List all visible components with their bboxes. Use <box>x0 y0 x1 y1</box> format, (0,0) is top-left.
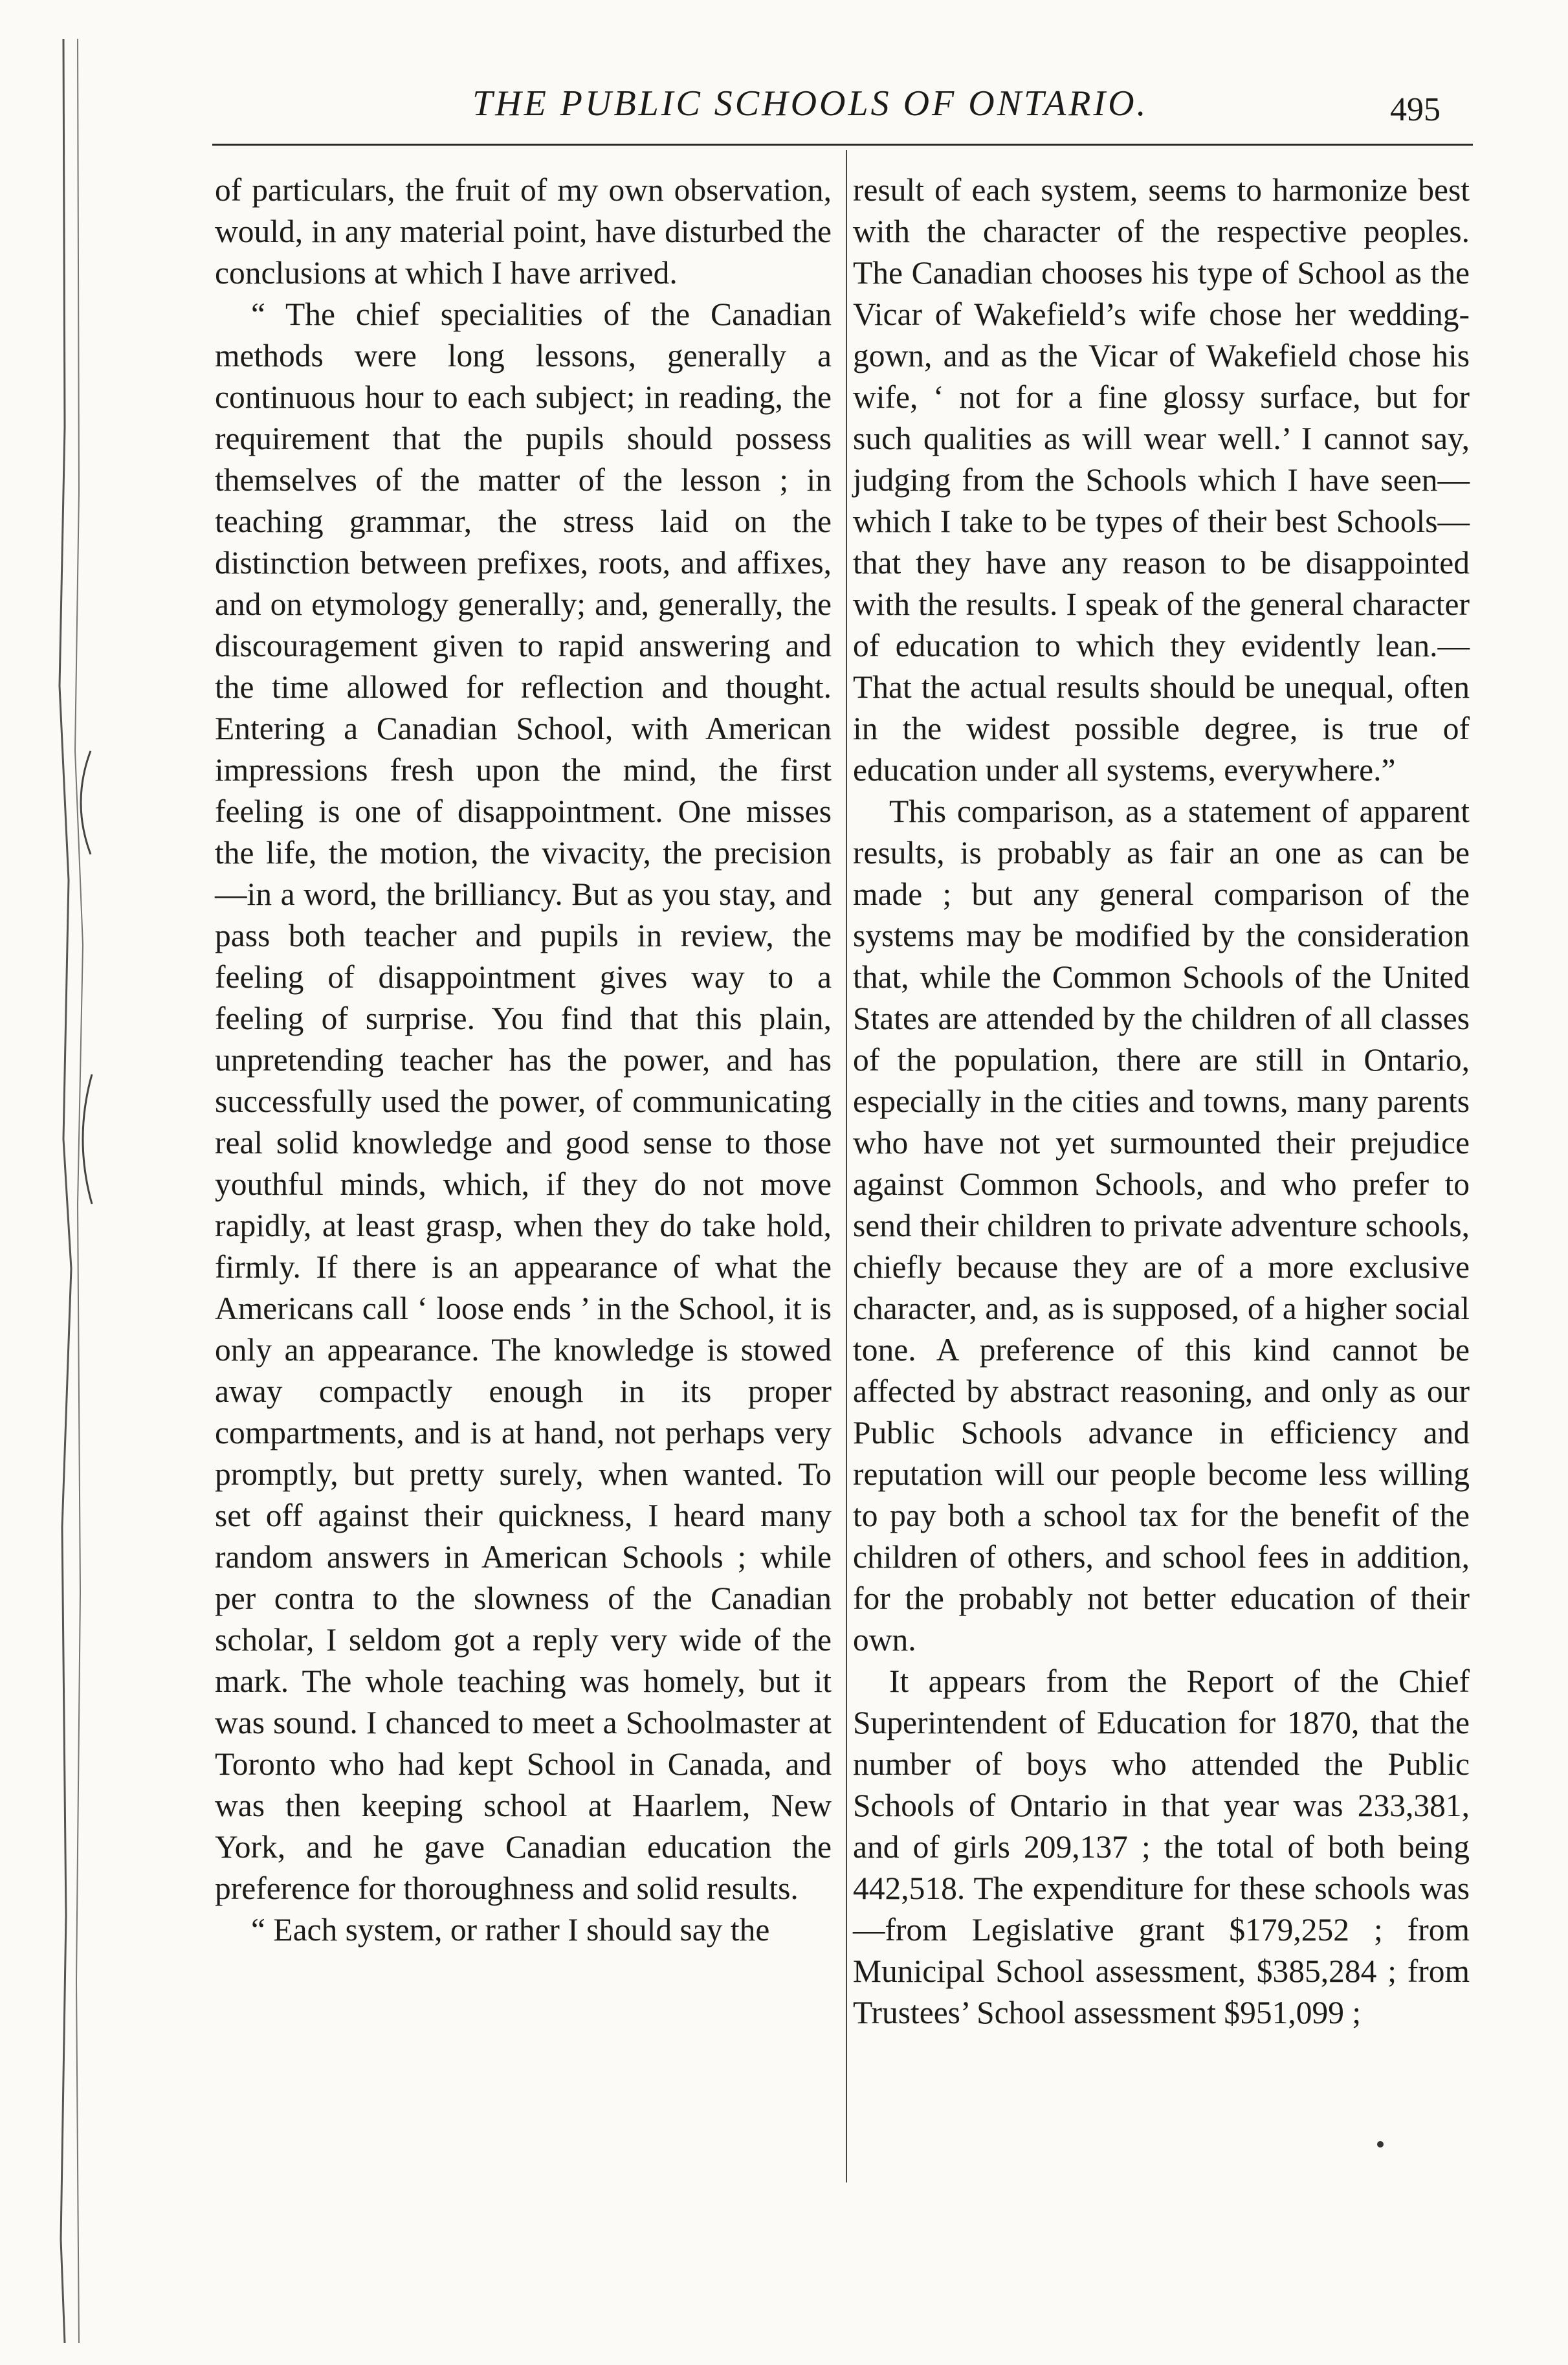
right-column <box>853 170 1470 2034</box>
right-paragraph-3: It appears from the Report of the Chief Superintendent of Education for 1870, that the number of boys who attended the Public Schools of Ontario in that year was 233,381, and of girls 209,137 ; the total of both being 442,518. The expenditure for these schools was—from Legislative grant $179,252 ; from Municipal School assessment, $385,284 ; from Trustees’ School assessment $951,099 ; <box>853 1663 1470 2030</box>
ink-dot <box>1377 2141 1384 2148</box>
running-title: THE PUBLIC SCHOOLS OF ONTARIO. <box>472 83 1149 124</box>
running-head <box>0 83 1568 135</box>
left-column <box>215 170 832 1951</box>
right-paragraph-2: This comparison, as a statement of apparent results, is probably as fair an one as can be made ; but any general comparison of the systems may be modified by the consideration that, while the Common Schools of the United States are attended by the children of all classes of the population, there are still in Ontario, especially in the cities and towns, many parents who have not yet surmounted their prejudice against Common Schools, and who prefer to send their children to private adventure schools, chiefly because they are of a more exclusive character, and, as is supposed, of a higher social tone. A preference of this kind cannot be affected by abstract reasoning, and only as our Public Schools advance in efficiency and reputation will our people become less willing to pay both a school tax for the benefit of the children of others, and school fees in addition, for the probably not better education of their own. <box>853 794 1470 1658</box>
left-paragraph-2: “ The chief specialities of the Canadian methods were long lessons, generally a continuous hour to each subject; in reading, the requirement that the pupils should possess themselves of the matter of the lesson ; in teaching grammar, the stress laid on the distinction between prefixes, roots, and affixes, and on etymology generally; and, generally, the discouragement given to rapid answering and the time allowed for reflection and thought. Entering a Canadian School, with American impressions fresh upon the mind, the first feeling is one of disappointment. One misses the life, the motion, the vivacity, the precision—in a word, the brilliancy. But as you stay, and pass both teacher and pupils in review, the feeling of disappointment gives way to a feeling of surprise. You find that this plain, unpretending teacher has the power, and has successfully used the power, of communicating real solid knowledge and good sense to those youthful minds, which, if they do not move rapidly, at least grasp, when they do take hold, firmly. If there is an appearance of what the Americans call ‘ loose ends ’ in the School, it is only an appearance. The knowledge is stowed away compactly enough in its proper compartments, and is at hand, not perhaps very promptly, but pretty surely, when wanted. To set off against their quickness, I heard many random answers in American Schools ; while per contra to the slowness of the Canadian scholar, I seldom got a reply very wide of the mark. The whole teaching was homely, but it was sound. I chanced to meet a Schoolmaster at Toronto who had kept School in Canada, and was then keeping school at Haarlem, New York, and he gave Canadian education the preference for thoroughness and solid results. <box>215 296 832 1906</box>
column-divider <box>846 150 847 2182</box>
right-paragraph-1: result of each system, seems to harmonize best with the character of the respective peoples. The Canadian chooses his type of School as the Vicar of Wakefield’s wife chose her wedding-gown, and as the Vicar of Wakefield chose his wife, ‘ not for a fine glossy surface, but for such qualities as will wear well.’ I cannot say, judging from the Schools which I have seen—which I take to be types of their best Schools—that they have any reason to be disappointed with the results. I speak of the general character of education to which they evidently lean.—That the actual results should be unequal, often in the widest possible degree, is true of education under all systems, everywhere.” <box>853 172 1470 788</box>
page-binding-edge <box>52 39 97 2343</box>
left-paragraph-3: “ Each system, or rather I should say the <box>251 1912 770 1948</box>
page-number: 495 <box>1390 91 1441 128</box>
header-rule <box>212 144 1473 146</box>
left-paragraph-1: of particulars, the fruit of my own observation, would, in any material point, have disturbed the conclusions at which I have arrived. <box>215 172 832 291</box>
